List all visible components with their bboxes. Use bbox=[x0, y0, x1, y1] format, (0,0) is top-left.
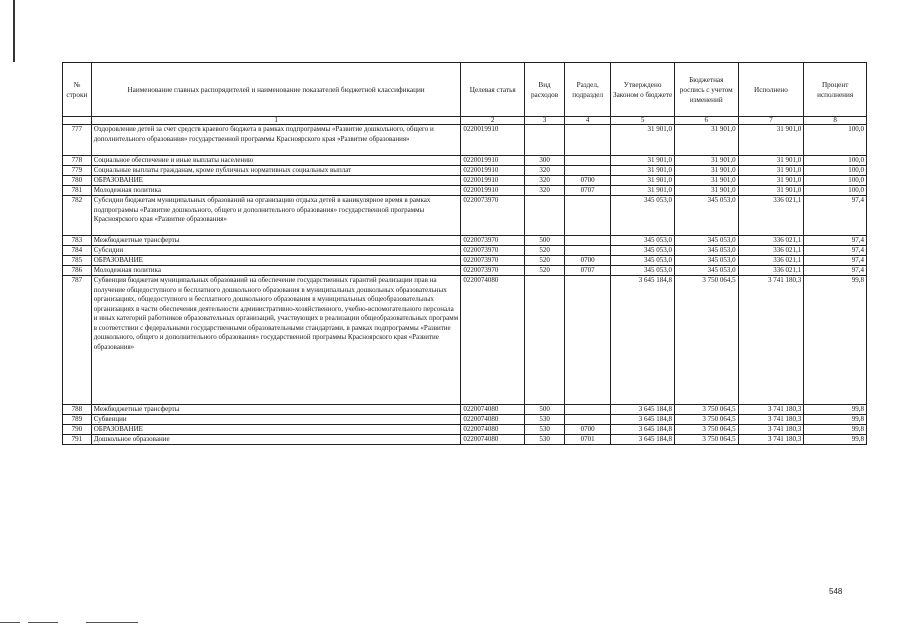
executed-amount-cell: 336 021,1 bbox=[738, 266, 804, 276]
table-row bbox=[63, 266, 867, 276]
approved-amount-cell: 345 053,0 bbox=[611, 196, 675, 236]
table-row bbox=[63, 236, 867, 246]
scan-artifact-line bbox=[0, 622, 20, 623]
budget-amount-cell: 3 750 064,5 bbox=[674, 435, 738, 445]
scan-artifact-line bbox=[28, 622, 58, 623]
section-cell bbox=[565, 276, 611, 405]
percent-cell: 97,4 bbox=[804, 246, 867, 256]
budget-amount-cell: 3 750 064,5 bbox=[674, 425, 738, 435]
percent-cell: 100,0 bbox=[804, 156, 867, 166]
header-expense-type: Вид расходов bbox=[525, 63, 565, 117]
percent-cell: 100,0 bbox=[804, 176, 867, 186]
row-name-cell: Социальные выплаты гражданам, кроме публичных нормативных социальных выплат bbox=[91, 166, 461, 176]
executed-amount-cell: 336 021,1 bbox=[738, 256, 804, 266]
approved-amount-cell: 31 901,0 bbox=[611, 186, 675, 196]
table-row bbox=[63, 125, 867, 156]
approved-amount-cell: 31 901,0 bbox=[611, 176, 675, 186]
left-margin-rule bbox=[13, 0, 15, 62]
target-article-cell: 0220073970 bbox=[461, 256, 525, 266]
expense-type-cell: 300 bbox=[525, 156, 565, 166]
approved-amount-cell: 3 645 184,8 bbox=[611, 276, 675, 405]
budget-amount-cell: 31 901,0 bbox=[674, 156, 738, 166]
executed-amount-cell: 31 901,0 bbox=[738, 176, 804, 186]
approved-amount-cell: 3 645 184,8 bbox=[611, 435, 675, 445]
approved-amount-cell: 345 053,0 bbox=[611, 246, 675, 256]
executed-amount-cell: 31 901,0 bbox=[738, 186, 804, 196]
column-number bbox=[63, 117, 92, 125]
row-name-cell: Субсидии bbox=[91, 246, 461, 256]
target-article-cell: 0220019910 bbox=[461, 125, 525, 156]
row-number-cell: 781 bbox=[63, 186, 92, 196]
row-name-cell: Социальное обеспечение и иные выплаты населению bbox=[91, 156, 461, 166]
percent-cell: 99,8 bbox=[804, 425, 867, 435]
column-number: 8 bbox=[804, 117, 867, 125]
percent-cell: 97,4 bbox=[804, 266, 867, 276]
column-number: 4 bbox=[565, 117, 611, 125]
approved-amount-cell: 31 901,0 bbox=[611, 166, 675, 176]
row-number-cell: 780 bbox=[63, 176, 92, 186]
table-row bbox=[63, 166, 867, 176]
section-cell bbox=[565, 415, 611, 425]
table-row bbox=[63, 246, 867, 256]
table-body bbox=[63, 125, 867, 445]
percent-cell: 99,8 bbox=[804, 415, 867, 425]
budget-amount-cell: 31 901,0 bbox=[674, 176, 738, 186]
expense-type-cell: 520 bbox=[525, 256, 565, 266]
table-row bbox=[63, 196, 867, 236]
budget-amount-cell: 31 901,0 bbox=[674, 186, 738, 196]
target-article-cell: 0220073970 bbox=[461, 236, 525, 246]
executed-amount-cell: 3 741 180,3 bbox=[738, 276, 804, 405]
approved-amount-cell: 3 645 184,8 bbox=[611, 405, 675, 415]
target-article-cell: 0220074080 bbox=[461, 276, 525, 405]
expense-type-cell: 320 bbox=[525, 186, 565, 196]
row-number-cell: 783 bbox=[63, 236, 92, 246]
approved-amount-cell: 31 901,0 bbox=[611, 125, 675, 156]
row-name-cell: ОБРАЗОВАНИЕ bbox=[91, 176, 461, 186]
table-row bbox=[63, 176, 867, 186]
expense-type-cell: 520 bbox=[525, 246, 565, 256]
executed-amount-cell: 31 901,0 bbox=[738, 166, 804, 176]
row-number-cell: 784 bbox=[63, 246, 92, 256]
percent-cell: 97,4 bbox=[804, 256, 867, 266]
row-number-cell: 778 bbox=[63, 156, 92, 166]
percent-cell: 100,0 bbox=[804, 125, 867, 156]
section-cell: 0700 bbox=[565, 425, 611, 435]
header-section: Раздел, подраздел bbox=[565, 63, 611, 117]
section-cell bbox=[565, 236, 611, 246]
budget-amount-cell: 31 901,0 bbox=[674, 125, 738, 156]
section-cell: 0700 bbox=[565, 176, 611, 186]
table-row bbox=[63, 186, 867, 196]
budget-amount-cell: 345 053,0 bbox=[674, 196, 738, 236]
column-number: 1 bbox=[91, 117, 461, 125]
target-article-cell: 0220074080 bbox=[461, 435, 525, 445]
executed-amount-cell: 336 021,1 bbox=[738, 246, 804, 256]
target-article-cell: 0220074080 bbox=[461, 405, 525, 415]
expense-type-cell: 530 bbox=[525, 415, 565, 425]
table-row bbox=[63, 156, 867, 166]
row-number-cell: 789 bbox=[63, 415, 92, 425]
header-percent: Процент исполнения bbox=[804, 63, 867, 117]
section-cell bbox=[565, 405, 611, 415]
executed-amount-cell: 3 741 180,3 bbox=[738, 405, 804, 415]
target-article-cell: 0220074080 bbox=[461, 415, 525, 425]
target-article-cell: 0220073970 bbox=[461, 196, 525, 236]
executed-amount-cell: 3 741 180,3 bbox=[738, 435, 804, 445]
target-article-cell: 0220073970 bbox=[461, 246, 525, 256]
expense-type-cell bbox=[525, 125, 565, 156]
budget-amount-cell: 3 750 064,5 bbox=[674, 405, 738, 415]
row-number-cell: 788 bbox=[63, 405, 92, 415]
executed-amount-cell: 31 901,0 bbox=[738, 156, 804, 166]
budget-amount-cell: 3 750 064,5 bbox=[674, 276, 738, 405]
section-cell: 0707 bbox=[565, 186, 611, 196]
header-row-number: № строки bbox=[63, 63, 92, 117]
row-name-cell: ОБРАЗОВАНИЕ bbox=[91, 425, 461, 435]
row-name-cell: Оздоровление детей за счет средств краевого бюджета в рамках подпрограммы «Развитие дошкольного, общего и дополнительного образования» государственной программы Красноярского края «Развитие образования» bbox=[91, 125, 461, 156]
executed-amount-cell: 3 741 180,3 bbox=[738, 425, 804, 435]
section-cell bbox=[565, 196, 611, 236]
section-cell: 0700 bbox=[565, 256, 611, 266]
row-number-cell: 785 bbox=[63, 256, 92, 266]
budget-amount-cell: 345 053,0 bbox=[674, 236, 738, 246]
section-cell: 0707 bbox=[565, 266, 611, 276]
scan-artifact-line bbox=[86, 622, 138, 623]
table-row bbox=[63, 405, 867, 415]
page-number: 548 bbox=[829, 587, 843, 596]
percent-cell: 100,0 bbox=[804, 166, 867, 176]
table-header-row bbox=[63, 63, 867, 117]
expense-type-cell: 530 bbox=[525, 435, 565, 445]
percent-cell: 97,4 bbox=[804, 236, 867, 246]
approved-amount-cell: 345 053,0 bbox=[611, 236, 675, 246]
expense-type-cell bbox=[525, 196, 565, 236]
executed-amount-cell: 31 901,0 bbox=[738, 125, 804, 156]
budget-amount-cell: 345 053,0 bbox=[674, 246, 738, 256]
percent-cell: 99,8 bbox=[804, 276, 867, 405]
column-number: 7 bbox=[738, 117, 804, 125]
section-cell bbox=[565, 156, 611, 166]
expense-type-cell: 500 bbox=[525, 236, 565, 246]
expense-type-cell: 520 bbox=[525, 266, 565, 276]
column-number: 2 bbox=[461, 117, 525, 125]
row-number-cell: 779 bbox=[63, 166, 92, 176]
section-cell bbox=[565, 246, 611, 256]
expense-type-cell: 320 bbox=[525, 166, 565, 176]
approved-amount-cell: 345 053,0 bbox=[611, 256, 675, 266]
column-number: 5 bbox=[611, 117, 675, 125]
row-name-cell: Межбюджетные трансферты bbox=[91, 405, 461, 415]
row-number-cell: 790 bbox=[63, 425, 92, 435]
table-row bbox=[63, 425, 867, 435]
budget-amount-cell: 3 750 064,5 bbox=[674, 415, 738, 425]
target-article-cell: 0220074080 bbox=[461, 425, 525, 435]
percent-cell: 99,8 bbox=[804, 435, 867, 445]
section-cell bbox=[565, 166, 611, 176]
table-row bbox=[63, 415, 867, 425]
target-article-cell: 0220073970 bbox=[461, 266, 525, 276]
executed-amount-cell: 336 021,1 bbox=[738, 196, 804, 236]
table-row bbox=[63, 256, 867, 266]
header-name: Наименование главных распорядителей и наименование показателей бюджетной классификации bbox=[91, 63, 461, 117]
expense-type-cell: 530 bbox=[525, 425, 565, 435]
row-name-cell: Молодежная политика bbox=[91, 186, 461, 196]
row-number-cell: 791 bbox=[63, 435, 92, 445]
row-name-cell: Субвенции bbox=[91, 415, 461, 425]
budget-amount-cell: 345 053,0 bbox=[674, 256, 738, 266]
section-cell: 0701 bbox=[565, 435, 611, 445]
target-article-cell: 0220019910 bbox=[461, 186, 525, 196]
budget-amount-cell: 31 901,0 bbox=[674, 166, 738, 176]
row-number-cell: 786 bbox=[63, 266, 92, 276]
expense-type-cell bbox=[525, 276, 565, 405]
approved-amount-cell: 31 901,0 bbox=[611, 156, 675, 166]
approved-amount-cell: 3 645 184,8 bbox=[611, 415, 675, 425]
header-approved: Утверждено Законом о бюджете bbox=[611, 63, 675, 117]
executed-amount-cell: 3 741 180,3 bbox=[738, 415, 804, 425]
expense-type-cell: 320 bbox=[525, 176, 565, 186]
percent-cell: 100,0 bbox=[804, 186, 867, 196]
row-name-cell: Субвенция бюджетам муниципальных образований на обеспечение государственных гарантий реализации прав на получение общедоступного и бесплатного дошкольного образования в муниципальных дошкольных образовательных организациях, общедоступного и бесплатного дошкольного образования в муниципальных общеобразовательных организациях в части обеспечения деятельности административно-хозяйственного, учебно-вспомогательного персонала и иных категорий работников образовательных организаций, участвующих в реализации общеобразовательных программ в соответствии с федеральными государственными образовательными стандартами, в рамках подпрограммы «Развитие дошкольного, общего и дополнительного образования» государственной программы Красноярского края «Развитие образования» bbox=[91, 276, 461, 405]
approved-amount-cell: 345 053,0 bbox=[611, 266, 675, 276]
row-name-cell: Дошкольное образование bbox=[91, 435, 461, 445]
budget-amount-cell: 345 053,0 bbox=[674, 266, 738, 276]
row-number-cell: 777 bbox=[63, 125, 92, 156]
percent-cell: 97,4 bbox=[804, 196, 867, 236]
header-budget-list: Бюджетная роспись с учетом изменений bbox=[674, 63, 738, 117]
percent-cell: 99,8 bbox=[804, 405, 867, 415]
header-executed: Исполнено bbox=[738, 63, 804, 117]
budget-execution-table bbox=[62, 62, 867, 445]
column-number-row bbox=[63, 117, 867, 125]
row-name-cell: Молодежная политика bbox=[91, 266, 461, 276]
approved-amount-cell: 3 645 184,8 bbox=[611, 425, 675, 435]
column-number: 6 bbox=[674, 117, 738, 125]
section-cell bbox=[565, 125, 611, 156]
row-name-cell: Межбюджетные трансферты bbox=[91, 236, 461, 246]
target-article-cell: 0220019910 bbox=[461, 156, 525, 166]
row-name-cell: ОБРАЗОВАНИЕ bbox=[91, 256, 461, 266]
row-number-cell: 787 bbox=[63, 276, 92, 405]
row-name-cell: Субсидии бюджетам муниципальных образований на организацию отдыха детей в каникулярное время в рамках подпрограммы «Развитие дошкольного, общего и дополнительного образования» государственной программы Красноярского края «Развитие образования» bbox=[91, 196, 461, 236]
target-article-cell: 0220019910 bbox=[461, 166, 525, 176]
column-number: 3 bbox=[525, 117, 565, 125]
table-row bbox=[63, 276, 867, 405]
expense-type-cell: 500 bbox=[525, 405, 565, 415]
target-article-cell: 0220019910 bbox=[461, 176, 525, 186]
executed-amount-cell: 336 021,1 bbox=[738, 236, 804, 246]
row-number-cell: 782 bbox=[63, 196, 92, 236]
table-row bbox=[63, 435, 867, 445]
header-target-article: Целевая статья bbox=[461, 63, 525, 117]
